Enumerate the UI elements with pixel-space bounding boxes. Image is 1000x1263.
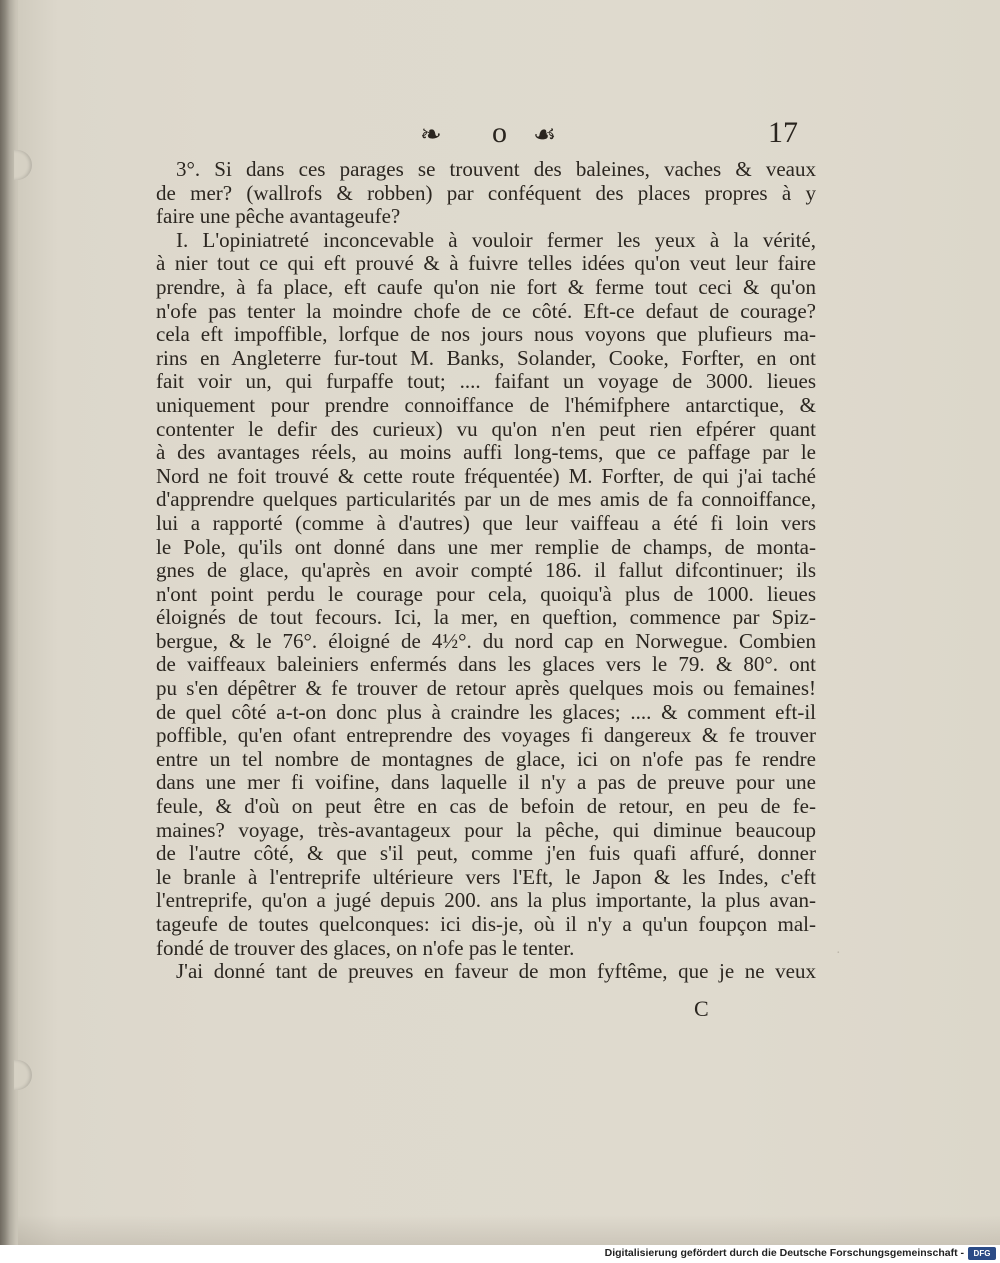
- body-text: [156, 158, 816, 984]
- text-line: 3°. Si dans ces parages se trouvent des baleines, vaches & veaux: [176, 157, 816, 181]
- footer-bar: [0, 1245, 1000, 1263]
- text-line: contenter le defir des curieux) vu qu'on n'en peut rien efpérer quant: [156, 416, 816, 441]
- ornament-left-icon: ❧: [420, 120, 442, 150]
- text-line: rins en Angleterre fur-tout M. Banks, Solander, Cooke, Forfter, en ont: [156, 345, 816, 370]
- text-line: d'apprendre quelques particularités par un de mes amis de fa connoiffance,: [156, 487, 816, 512]
- text-line: dans une mer fi voifine, dans laquelle il n'y a pas de preuve pour une: [156, 770, 816, 795]
- text-line: éloignés de tout fecours. Ici, la mer, en queftion, commence par Spiz-: [156, 605, 816, 630]
- footer-credit: Digitalisierung gefördert durch die Deutsche Forschungsgemeinschaft -: [604, 1247, 964, 1259]
- binding-tab: [14, 150, 32, 180]
- text-line: l'entreprife, qu'on a jugé depuis 200. ans la plus importante, la plus avan-: [156, 888, 816, 913]
- text-line: à nier tout ce qui eft prouvé & à fuivre telles idées qu'on veut leur faire: [156, 251, 816, 276]
- text-line: bergue, & le 76°. éloigné de 4½°. du nord cap en Norwegue. Combien: [156, 628, 816, 653]
- text-line: I. L'opiniatreté inconcevable à vouloir fermer les yeux à la vérité,: [176, 227, 816, 252]
- book-page: [18, 0, 1000, 1245]
- text-line: n'ofe pas tenter la moindre chofe de ce côté. Eft-ce defaut de courage?: [156, 298, 816, 323]
- text-line: n'ont point perdu le courage pour cela, quoiqu'à plus de 1000. lieues: [156, 581, 816, 606]
- text-line: poffible, qu'en ofant entreprendre des voyages fi dangereux & fe trouver: [156, 723, 816, 748]
- text-line: de quel côté a-t-on donc plus à craindre les glaces; .... & comment eft-il: [156, 699, 816, 724]
- show-through-ink: ·: [836, 946, 841, 961]
- ornament-right-icon: ☙: [533, 120, 557, 150]
- page-shadow: [18, 1215, 1000, 1245]
- text-line: fait voir un, qui furpaffe tout; .... faifant un voyage de 3000. lieues: [156, 369, 816, 394]
- text-line: gnes de glace, qu'après en avoir compté 186. il fallut difcontinuer; ils: [156, 558, 816, 583]
- text-line: lui a rapporté (comme à d'autres) que leur vaiffeau a été fi loin vers: [156, 510, 816, 535]
- signature-mark: o: [492, 116, 507, 149]
- text-line: uniquement pour prendre connoiffance de l'hémifphere antarctique, &: [156, 392, 816, 417]
- dfg-logo-icon: DFG: [968, 1247, 996, 1260]
- text-line: de mer? (wallrofs & robben) par conféquent des places propres à y: [156, 180, 816, 205]
- text-line: le branle à l'entreprife ultérieure vers l'Eft, le Japon & les Indes, c'eft: [156, 864, 816, 889]
- binding-tab: [14, 1060, 32, 1090]
- text-line: de l'autre côté, & que s'il peut, comme j'en fuis quafi affuré, donner: [156, 841, 816, 866]
- text-line: pu s'en dépêtrer & fe trouver de retour après quelques mois ou femaines!: [156, 676, 816, 701]
- text-line: prendre, à fa place, eft caufe qu'on nie fort & ferme tout ceci & qu'on: [156, 274, 816, 299]
- text-line: fondé de trouver des glaces, on n'ofe pas le tenter.: [156, 935, 575, 960]
- text-line: J'ai donné tant de preuves en faveur de mon fyftême, que je ne veux: [176, 959, 816, 984]
- page-number: 17: [768, 116, 798, 149]
- text-line: de vaiffeaux baleiniers enfermés dans les glaces vers le 79. & 80°. ont: [156, 652, 816, 677]
- text-line: cela eft impoffible, lorfque de nos jours nous voyons que plufieurs ma-: [156, 322, 816, 347]
- text-line: tageufe de toutes quelconques: ici dis-je, où il n'y a qu'un foupçon mal-: [156, 912, 816, 936]
- text-line: faire une pêche avantageufe?: [156, 204, 401, 229]
- catchword: C: [694, 996, 709, 1021]
- text-line: Nord ne foit trouvé & cette route fréquentée) M. Forfter, de qui j'ai taché: [156, 463, 816, 488]
- text-line: maines? voyage, très-avantageux pour la pêche, qui diminue beaucoup: [156, 817, 816, 842]
- text-line: feule, & d'où on peut être en cas de befoin de retour, en peu de fe-: [156, 794, 816, 819]
- text-line: le Pole, qu'ils ont donné dans une mer remplie de champs, de monta-: [156, 534, 816, 559]
- text-line: à des avantages réels, au moins auffi long-tems, que ce paffage par le: [156, 440, 816, 465]
- text-line: entre un tel nombre de montagnes de glace, ici on n'ofe pas fe rendre: [156, 746, 816, 771]
